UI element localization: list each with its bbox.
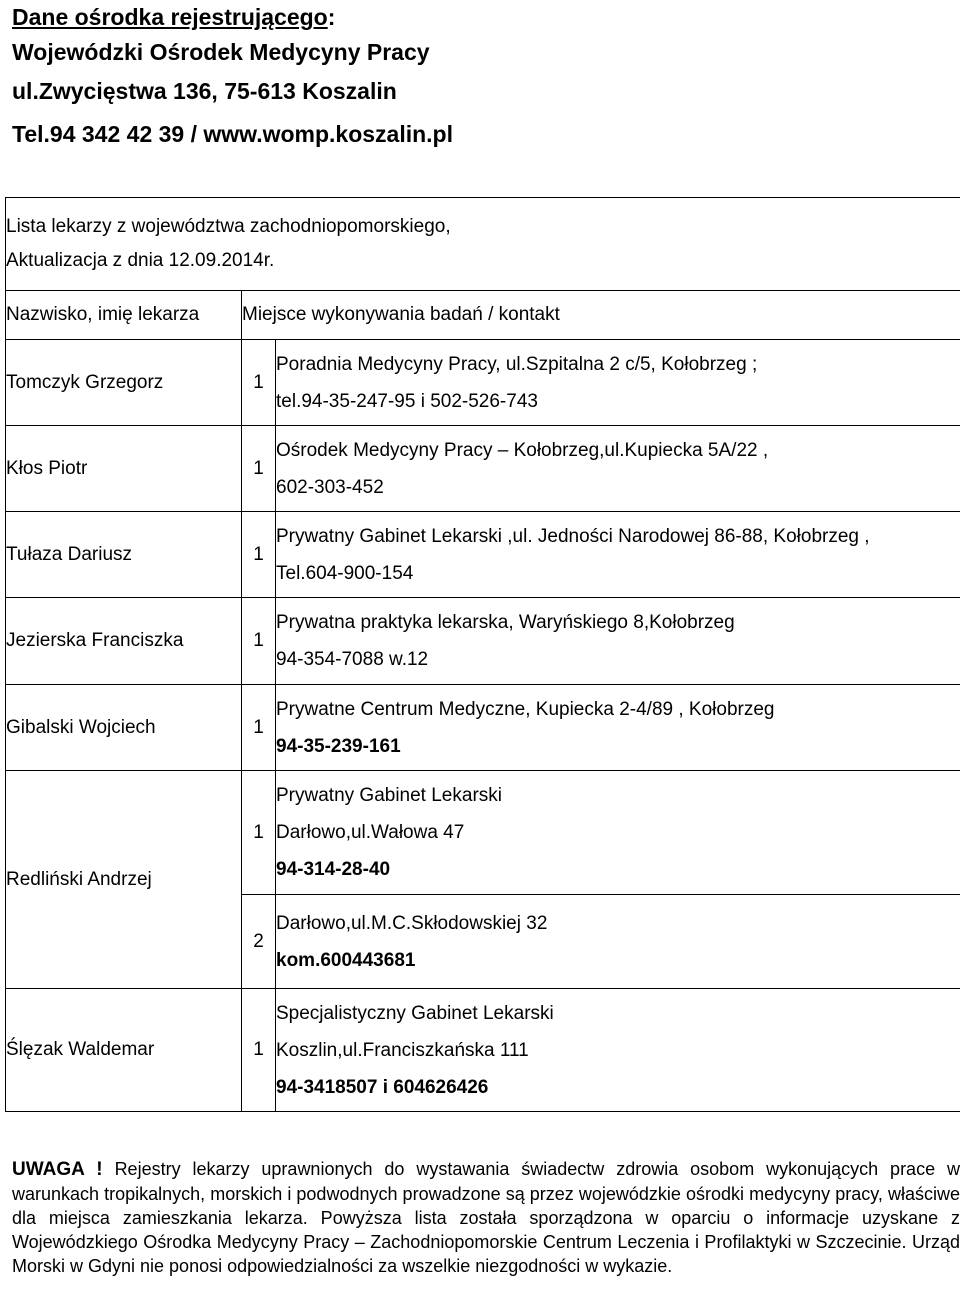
doctor-number: 1 <box>242 512 276 598</box>
table-row <box>6 989 960 1112</box>
header-name: Nazwisko, imię lekarza <box>6 291 242 340</box>
center-contact: Tel.94 342 42 39 / www.womp.koszalin.pl <box>12 121 453 147</box>
center-address: ul.Zwycięstwa 136, 75-613 Koszalin <box>12 78 397 104</box>
center-heading <box>12 4 335 31</box>
note-text: Rejestry lekarzy uprawnionych do wystawania świadectw zdrowia osobom wykonujących prace w warunkach tropikalnych, morskich i podwodnych prowadzone są przez wojewódzkie ośrodki medycyny pracy, właściwe dla miejsca zamieszkania lekarza. Powyższa lista została sporządzona w oparciu o informacje uzyskane z Wojewódzkiego Ośrodka Medycyny Pracy – Zachodniopomorskie Centrum Leczenia i Profilaktyki w Szczecinie. Urząd Morski w Gdyni nie ponosi odpowiedzialności za wszelkie niezgodności w wykazie. <box>12 1159 960 1276</box>
doctor-number: 2 <box>242 895 276 989</box>
table-row <box>6 598 960 685</box>
doctor-place <box>276 685 960 771</box>
doctors-table <box>5 197 960 1112</box>
center-name: Wojewódzki Ośrodek Medycyny Pracy <box>12 39 430 65</box>
doctor-place <box>276 771 960 895</box>
center-heading-colon: : <box>327 4 336 30</box>
doctor-place <box>276 340 960 426</box>
table-row <box>6 512 960 598</box>
place-line: 94-314-28-40 <box>276 859 391 880</box>
note-label: UWAGA ! <box>12 1159 103 1180</box>
intro-update-date: Aktualizacja z dnia 12.09.2014r. <box>6 250 275 271</box>
doctor-number: 1 <box>242 685 276 771</box>
doctor-name: Tułaza Dariusz <box>6 512 242 598</box>
place-line: Specjalistyczny Gabinet Lekarski <box>276 1002 554 1024</box>
place-line: Prywatny Gabinet Lekarski ,ul. Jedności Narodowej 86-88, Kołobrzeg , <box>276 525 870 547</box>
intro-title: Lista lekarzy z województwa zachodniopomorskiego, <box>6 216 451 237</box>
intro-row <box>6 198 960 291</box>
place-line: kom.600443681 <box>276 949 416 971</box>
place-line: Koszlin,ul.Franciszkańska 111 <box>276 1039 529 1061</box>
place-line: Darłowo,ul.Wałowa 47 <box>276 822 465 843</box>
table-row <box>6 426 960 512</box>
place-line: Prywatny Gabinet Lekarski <box>276 785 502 806</box>
place-line: Ośrodek Medycyny Pracy – Kołobrzeg,ul.Kupiecka 5A/22 , <box>276 439 769 461</box>
doctor-number: 1 <box>242 598 276 685</box>
doctor-number: 1 <box>242 989 276 1112</box>
doctor-place <box>276 512 960 598</box>
place-line: Prywatna praktyka lekarska, Waryńskiego 8,Kołobrzeg <box>276 612 735 633</box>
doctor-name: Redliński Andrzej <box>6 771 242 989</box>
place-line: 94-3418507 i 604626426 <box>276 1076 489 1098</box>
doctor-place <box>276 989 960 1112</box>
table-row <box>6 685 960 771</box>
place-line: Prywatne Centrum Medyczne, Kupiecka 2-4/89 , Kołobrzeg <box>276 698 775 720</box>
table-row <box>6 340 960 426</box>
doctor-number: 1 <box>242 340 276 426</box>
table-row <box>6 771 960 895</box>
doctor-number: 1 <box>242 771 276 895</box>
doctor-name: Gibalski Wojciech <box>6 685 242 771</box>
doctor-place <box>276 895 960 989</box>
doctor-place <box>276 426 960 512</box>
doctor-name: Kłos Piotr <box>6 426 242 512</box>
doctor-name: Jezierska Franciszka <box>6 598 242 685</box>
place-line: Poradnia Medycyny Pracy, ul.Szpitalna 2 c/5, Kołobrzeg ; <box>276 353 758 375</box>
place-line: 602-303-452 <box>276 476 384 498</box>
doctor-name: Ślęzak Waldemar <box>6 989 242 1112</box>
place-line: Tel.604-900-154 <box>276 562 414 584</box>
place-line: Darłowo,ul.M.C.Skłodowskiej 32 <box>276 912 548 934</box>
doctor-number: 1 <box>242 426 276 512</box>
header-row <box>6 291 960 340</box>
center-heading-label: Dane ośrodka rejestrującego <box>12 4 328 30</box>
place-line: 94-35-239-161 <box>276 735 401 757</box>
doctor-place <box>276 598 960 685</box>
place-line: 94-354-7088 w.12 <box>276 649 429 670</box>
disclaimer-note <box>12 1157 960 1278</box>
doctor-name: Tomczyk Grzegorz <box>6 340 242 426</box>
header-place: Miejsce wykonywania badań / kontakt <box>242 291 960 340</box>
place-line: tel.94-35-247-95 i 502-526-743 <box>276 390 538 412</box>
